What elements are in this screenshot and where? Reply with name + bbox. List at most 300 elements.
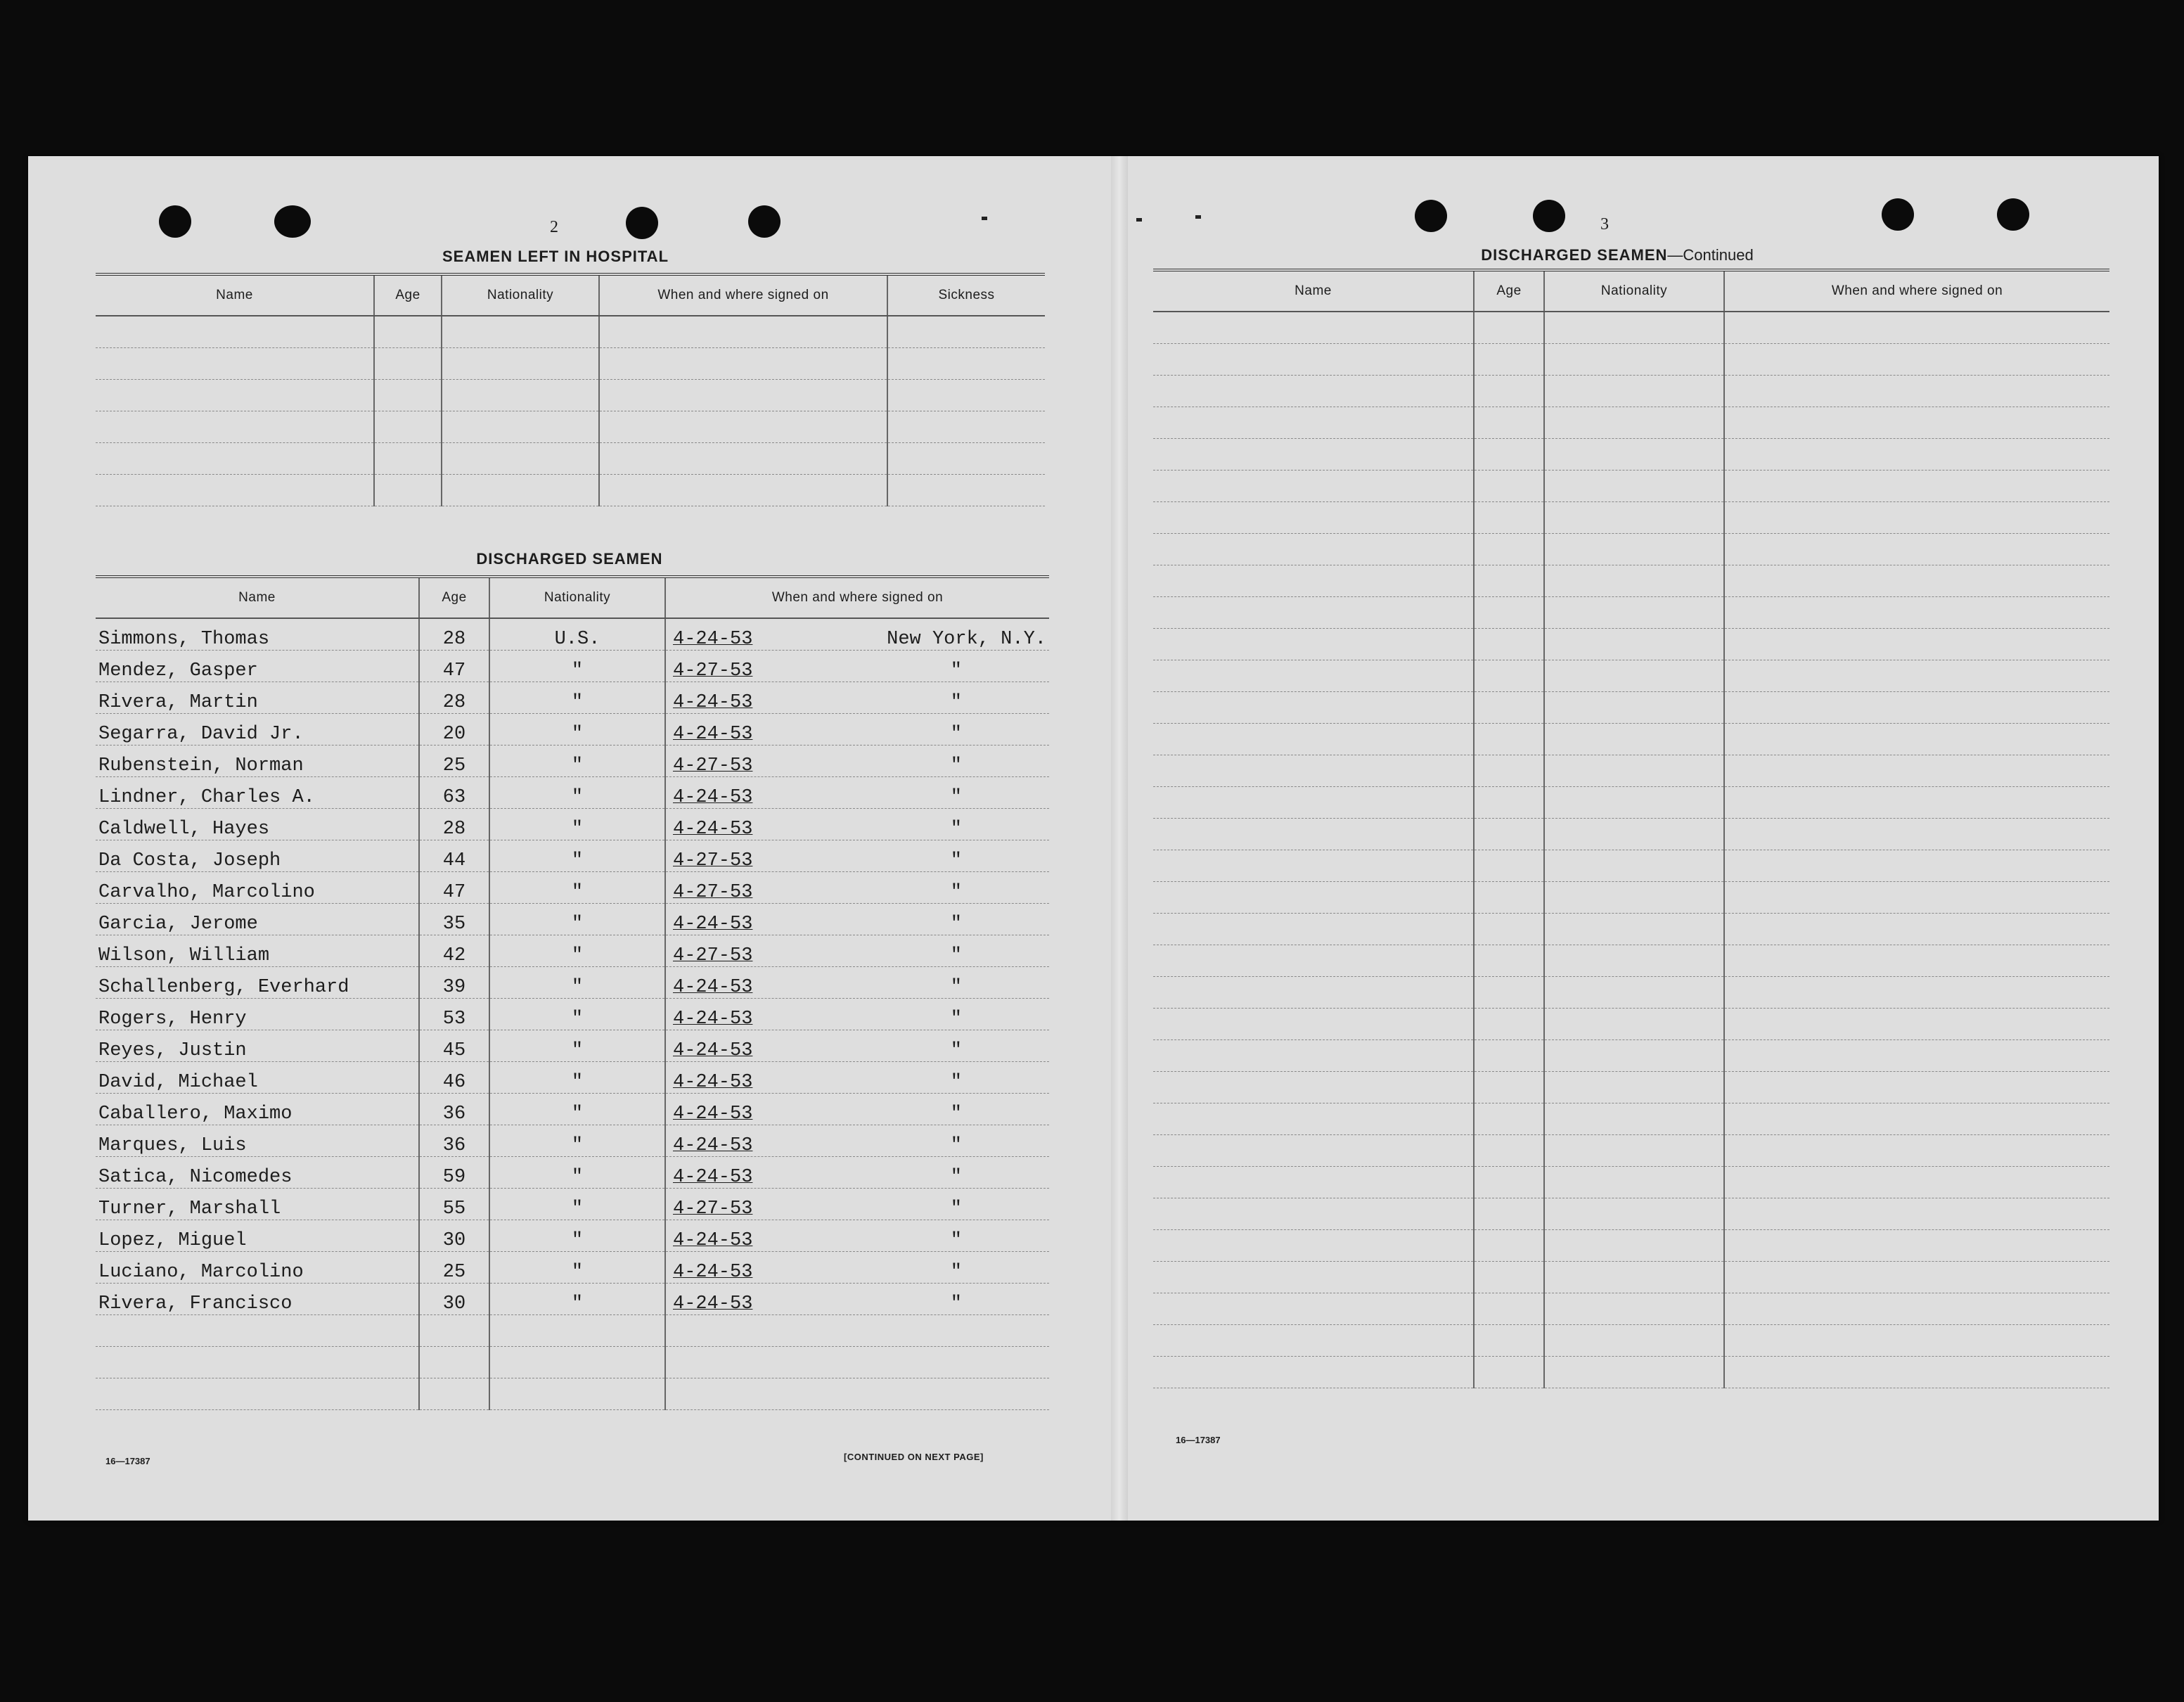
blank-cell [1474,1325,1544,1357]
blank-cell [96,411,374,443]
blank-cell [442,443,599,475]
signed-on-place: " [950,1262,962,1283]
blank-cell [1724,1357,2109,1388]
seaman-nationality: " [489,1189,665,1220]
signed-on-date: 4-27-53 [673,850,753,871]
signed-on-cell [665,809,1049,840]
signed-on-place: New York, N.Y. [887,629,1046,650]
blank-cell [1153,502,1474,534]
blank-row [1153,1357,2109,1388]
blank-cell [1153,597,1474,629]
blank-cell [1474,1072,1544,1103]
signed-on-date: 4-24-53 [673,1167,753,1188]
seaman-nationality: " [489,1284,665,1315]
signed-on-date: 4-24-53 [673,1072,753,1093]
signed-on-cell [665,714,1049,746]
blank-cell [1724,945,2109,977]
seaman-nationality: " [489,935,665,967]
blank-cell [887,380,1045,411]
page-number: 2 [550,218,558,236]
blank-cell [1724,629,2109,660]
seaman-age: 30 [419,1284,489,1315]
column-header: When and where signed on [1724,270,2109,312]
seaman-nationality: " [489,1157,665,1189]
blank-cell [1153,407,1474,439]
signed-on-cell [665,1062,1049,1094]
blank-row [1153,1135,2109,1167]
blank-cell [1544,660,1724,692]
blank-cell [1153,312,1474,344]
signed-on-date: 4-24-53 [673,1262,753,1283]
blank-cell [1544,1072,1724,1103]
blank-cell [96,475,374,506]
seaman-age: 25 [419,746,489,777]
signed-on-cell [665,935,1049,967]
seaman-age: 55 [419,1189,489,1220]
signed-on-place: " [950,1293,962,1314]
seaman-name: Caldwell, Hayes [96,809,419,840]
blank-cell [489,1347,665,1378]
signed-on-date: 4-24-53 [673,1103,753,1125]
blank-row [1153,1325,2109,1357]
blank-cell [1724,660,2109,692]
blank-cell [1544,914,1724,945]
signed-on-date: 4-24-53 [673,819,753,840]
blank-cell [1153,819,1474,850]
signed-on-cell [665,1125,1049,1157]
punch-hole [1882,198,1914,231]
blank-cell [374,316,442,348]
blank-cell [1153,755,1474,787]
signed-on-cell [665,967,1049,999]
seaman-name: Schallenberg, Everhard [96,967,419,999]
seaman-nationality: " [489,1220,665,1252]
blank-cell [1153,1040,1474,1072]
seaman-name: Carvalho, Marcolino [96,872,419,904]
blank-cell [1544,882,1724,914]
blank-cell [1544,534,1724,565]
signed-on-place: " [950,1072,962,1093]
blank-cell [489,1315,665,1347]
blank-cell [1544,629,1724,660]
blank-cell [1474,629,1544,660]
blank-cell [1153,1262,1474,1293]
signed-on-cell [665,904,1049,935]
blank-cell [96,1315,419,1347]
blank-row [1153,597,2109,629]
blank-row [96,1378,1049,1410]
blank-cell [1544,565,1724,597]
signed-on-date: 4-24-53 [673,1293,753,1314]
blank-cell [374,380,442,411]
signed-on-date: 4-24-53 [673,724,753,745]
signed-on-cell [665,1094,1049,1125]
signed-on-place: " [950,882,962,903]
blank-row [1153,692,2109,724]
blank-cell [1153,914,1474,945]
blank-row [1153,914,2109,945]
column-header: Sickness [887,274,1045,316]
discharged-section-title: DISCHARGED SEAMEN [476,550,663,568]
blank-cell [1724,376,2109,407]
seaman-nationality: " [489,1062,665,1094]
blank-row [1153,565,2109,597]
signed-on-cell [665,1220,1049,1252]
seaman-nationality: U.S. [489,618,665,651]
blank-row [96,1347,1049,1378]
blank-cell [1724,882,2109,914]
seaman-nationality: " [489,872,665,904]
blank-cell [1544,1009,1724,1040]
signed-on-date: 4-27-53 [673,945,753,966]
blank-cell [887,316,1045,348]
blank-cell [1474,597,1544,629]
blank-cell [1474,1198,1544,1230]
blank-cell [1544,407,1724,439]
blank-cell [1153,787,1474,819]
blank-row [1153,1009,2109,1040]
blank-cell [1474,407,1544,439]
seaman-age: 25 [419,1252,489,1284]
blank-cell [1724,1167,2109,1198]
blank-cell [1724,787,2109,819]
blank-row [96,1315,1049,1347]
ink-speck [1136,218,1142,222]
seaman-nationality: " [489,714,665,746]
seaman-name: Marques, Luis [96,1125,419,1157]
blank-cell [1474,312,1544,344]
seaman-age: 44 [419,840,489,872]
blank-cell [96,1347,419,1378]
ink-speck [982,217,987,220]
blank-cell [599,411,887,443]
blank-cell [1544,692,1724,724]
signed-on-date: 4-24-53 [673,692,753,713]
blank-cell [1153,1230,1474,1262]
blank-cell [1724,502,2109,534]
blank-cell [887,475,1045,506]
blank-cell [1474,1009,1544,1040]
seaman-nationality: " [489,904,665,935]
signed-on-cell [665,682,1049,714]
blank-cell [599,316,887,348]
blank-cell [96,316,374,348]
blank-cell [1544,376,1724,407]
blank-cell [1474,1262,1544,1293]
seaman-nationality: " [489,1094,665,1125]
blank-cell [1544,344,1724,376]
signed-on-cell [665,1252,1049,1284]
blank-cell [1724,819,2109,850]
blank-cell [1544,502,1724,534]
blank-cell [1544,471,1724,502]
seaman-name: Turner, Marshall [96,1189,419,1220]
continued-title-suffix: —Continued [1667,246,1754,264]
seaman-name: Rivera, Martin [96,682,419,714]
document-sheet [28,156,2159,1521]
blank-cell [489,1378,665,1410]
signed-on-place: " [950,850,962,871]
blank-cell [1724,755,2109,787]
blank-cell [442,316,599,348]
blank-cell [1474,850,1544,882]
table-row [96,999,1049,1030]
blank-cell [1153,344,1474,376]
blank-cell [1544,1262,1724,1293]
blank-row [96,380,1045,411]
signed-on-date: 4-27-53 [673,882,753,903]
punch-hole [274,205,311,238]
column-header: When and where signed on [665,577,1049,618]
signed-on-place: " [950,724,962,745]
blank-cell [1724,724,2109,755]
column-header: Name [1153,270,1474,312]
punch-hole [626,207,658,239]
blank-cell [1544,312,1724,344]
signed-on-cell [665,1030,1049,1062]
blank-cell [1544,1198,1724,1230]
blank-cell [1544,787,1724,819]
seaman-nationality: " [489,777,665,809]
blank-row [1153,376,2109,407]
blank-cell [665,1347,1049,1378]
blank-cell [1724,692,2109,724]
blank-cell [1724,312,2109,344]
seaman-name: David, Michael [96,1062,419,1094]
blank-cell [1544,1103,1724,1135]
seaman-age: 30 [419,1220,489,1252]
signed-on-place: " [950,660,962,682]
blank-row [1153,850,2109,882]
seaman-name: Caballero, Maximo [96,1094,419,1125]
blank-cell [1724,1135,2109,1167]
ink-speck [1195,215,1201,219]
blank-row [1153,502,2109,534]
continued-section-title [1406,246,1828,264]
signed-on-date: 4-24-53 [673,977,753,998]
table-row [96,777,1049,809]
blank-row [1153,312,2109,344]
blank-cell [1544,439,1724,471]
blank-cell [1153,724,1474,755]
blank-row [1153,755,2109,787]
blank-row [1153,1103,2109,1135]
seaman-name: Lopez, Miguel [96,1220,419,1252]
seaman-nationality: " [489,999,665,1030]
blank-row [1153,1167,2109,1198]
blank-cell [419,1347,489,1378]
blank-cell [599,443,887,475]
seaman-nationality: " [489,682,665,714]
blank-cell [1153,1325,1474,1357]
blank-cell [1724,914,2109,945]
seaman-age: 28 [419,682,489,714]
blank-row [1153,787,2109,819]
punch-hole [1997,198,2029,231]
seaman-name: Luciano, Marcolino [96,1252,419,1284]
hospital-section-title: SEAMEN LEFT IN HOSPITAL [442,248,669,265]
column-header: Name [96,274,374,316]
blank-cell [1153,882,1474,914]
blank-row [1153,407,2109,439]
signed-on-place: " [950,977,962,998]
signed-on-cell [665,872,1049,904]
blank-cell [1544,1293,1724,1325]
seaman-name: Simmons, Thomas [96,618,419,651]
signed-on-date: 4-24-53 [673,629,753,650]
seaman-age: 20 [419,714,489,746]
seaman-nationality: " [489,840,665,872]
blank-cell [1724,565,2109,597]
blank-cell [1724,1072,2109,1103]
blank-cell [1544,1230,1724,1262]
blank-cell [1474,787,1544,819]
table-row [96,1157,1049,1189]
blank-cell [1724,1009,2109,1040]
seaman-age: 45 [419,1030,489,1062]
blank-cell [887,443,1045,475]
seaman-age: 36 [419,1094,489,1125]
signed-on-cell [665,746,1049,777]
blank-row [1153,819,2109,850]
blank-cell [599,475,887,506]
blank-cell [1153,1103,1474,1135]
seaman-nationality: " [489,1252,665,1284]
blank-cell [374,475,442,506]
blank-row [1153,1230,2109,1262]
blank-cell [1544,597,1724,629]
blank-row [1153,882,2109,914]
signed-on-place: " [950,1040,962,1061]
blank-cell [1724,1230,2109,1262]
blank-cell [1724,1198,2109,1230]
signed-on-date: 4-27-53 [673,660,753,682]
continued-note: [CONTINUED ON NEXT PAGE] [844,1452,984,1462]
table-row [96,872,1049,904]
continued-title-main: DISCHARGED SEAMEN [1481,246,1668,264]
blank-cell [419,1378,489,1410]
column-header: Nationality [489,577,665,618]
seaman-nationality: " [489,651,665,682]
blank-row [1153,1293,2109,1325]
blank-cell [374,348,442,380]
table-row [96,1220,1049,1252]
signed-on-cell [665,651,1049,682]
blank-cell [1474,882,1544,914]
blank-cell [1544,977,1724,1009]
table-row [96,1062,1049,1094]
table-row [96,682,1049,714]
blank-cell [1544,1325,1724,1357]
blank-row [1153,471,2109,502]
blank-row [96,411,1045,443]
signed-on-date: 4-27-53 [673,1198,753,1220]
table-row [96,840,1049,872]
column-header: Nationality [1544,270,1724,312]
blank-row [96,316,1045,348]
blank-cell [1474,692,1544,724]
blank-cell [1474,724,1544,755]
blank-cell [1474,344,1544,376]
blank-cell [1153,534,1474,565]
table-row [96,904,1049,935]
blank-cell [96,1378,419,1410]
blank-cell [96,380,374,411]
discharged-continued-table [1153,269,2109,1388]
blank-cell [1724,344,2109,376]
signed-on-place: " [950,1230,962,1251]
seaman-age: 47 [419,651,489,682]
seaman-nationality: " [489,746,665,777]
table-row [96,1094,1049,1125]
signed-on-place: " [950,755,962,776]
seaman-name: Garcia, Jerome [96,904,419,935]
blank-cell [599,348,887,380]
blank-cell [1153,1357,1474,1388]
punch-hole [1533,200,1565,232]
blank-cell [1474,1135,1544,1167]
blank-cell [1153,439,1474,471]
blank-cell [1544,945,1724,977]
blank-cell [1153,565,1474,597]
seaman-name: Mendez, Gasper [96,651,419,682]
blank-cell [1724,407,2109,439]
punch-hole [159,205,191,238]
blank-cell [374,443,442,475]
column-header: Age [1474,270,1544,312]
blank-cell [1474,1040,1544,1072]
blank-cell [1474,819,1544,850]
blank-cell [1724,1103,2109,1135]
table-row [96,618,1049,651]
signed-on-place: " [950,1167,962,1188]
punch-hole [748,205,781,238]
seaman-age: 35 [419,904,489,935]
blank-cell [1724,597,2109,629]
seaman-age: 39 [419,967,489,999]
blank-cell [1544,850,1724,882]
blank-cell [1474,914,1544,945]
seaman-name: Wilson, William [96,935,419,967]
blank-cell [374,411,442,443]
seaman-name: Da Costa, Joseph [96,840,419,872]
form-number: 16—17387 [1176,1435,1221,1445]
blank-row [1153,1198,2109,1230]
seaman-nationality: " [489,1125,665,1157]
blank-cell [1153,1009,1474,1040]
blank-cell [1724,471,2109,502]
blank-cell [1474,565,1544,597]
seaman-name: Reyes, Justin [96,1030,419,1062]
table-row [96,1125,1049,1157]
signed-on-date: 4-24-53 [673,1009,753,1030]
signed-on-cell [665,1157,1049,1189]
blank-cell [1474,755,1544,787]
signed-on-date: 4-24-53 [673,1040,753,1061]
seaman-age: 47 [419,872,489,904]
table-row [96,714,1049,746]
blank-row [96,475,1045,506]
blank-cell [1153,1167,1474,1198]
signed-on-place: " [950,692,962,713]
blank-row [96,348,1045,380]
table-row [96,651,1049,682]
blank-row [1153,977,2109,1009]
signed-on-place: " [950,1103,962,1125]
blank-cell [1474,471,1544,502]
seaman-nationality: " [489,967,665,999]
blank-row [1153,439,2109,471]
